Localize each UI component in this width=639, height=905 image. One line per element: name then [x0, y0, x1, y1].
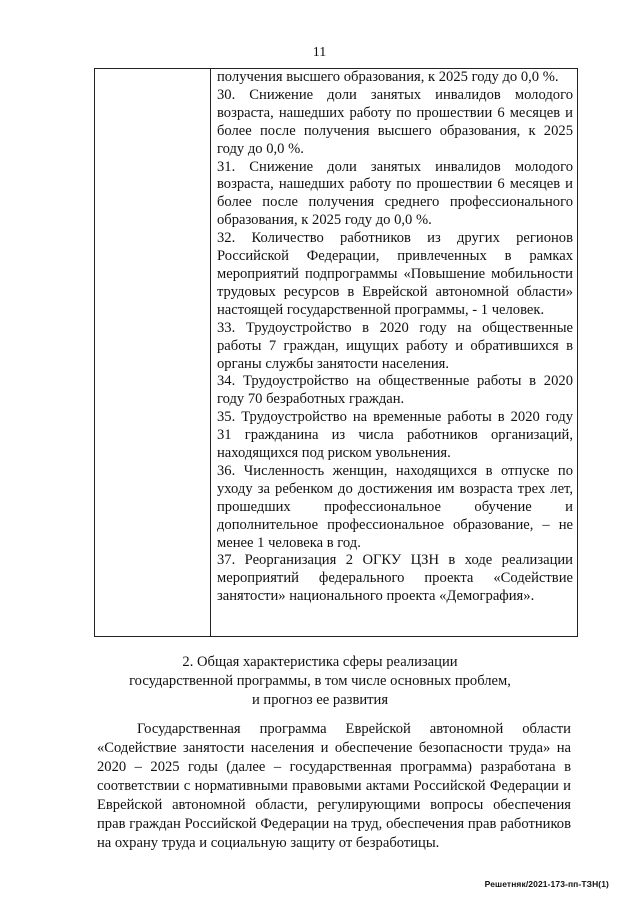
section-heading: [60, 653, 580, 710]
section-heading-line: государственной программы, в том числе основных проблем,: [129, 673, 511, 689]
table-left-column: [95, 69, 211, 636]
table-cell-text: 33. Трудоустройство в 2020 году на общественные работы 7 граждан, ищущих работу и обратившихся в органы службы занятости населения.: [217, 319, 573, 372]
table-cell-text: 31. Снижение доли занятых инвалидов молодого возраста, нашедших работу по прошествии 6 месяцев и более после получения среднего профессионального образования, к 2025 году до 0,0 %.: [217, 158, 573, 229]
table-cell-text: 36. Численность женщин, находящихся в отпуске по уходу за ребенком до достижения им возраста трех лет, прошедших профессиональное обучение и дополнительное профессиональное образование, – не менее 1 человека в год.: [217, 462, 573, 551]
table-cell-text: 37. Реорганизация 2 ОГКУ ЦЗН в ходе реализации мероприятий федерального проекта «Содействие занятости» национального проекта «Демография».: [217, 552, 573, 605]
table-cell-text: 35. Трудоустройство на временные работы в 2020 году 31 гражданина из числа работников организаций, находящихся под риском увольнения.: [217, 409, 573, 462]
indicators-table: [94, 68, 578, 637]
table-cell-text: получения высшего образования, к 2025 году до 0,0 %.: [217, 69, 559, 85]
section-heading-line: и прогноз ее развития: [251, 692, 389, 708]
section-heading-line: 2. Общая характеристика сферы реализации: [182, 654, 458, 670]
page-number: 11: [312, 45, 327, 60]
section-paragraph: Государственная программа Еврейской автономной области «Содействие занятости населения и обеспечение безопасности труда» на 2020 – 2025 годы (далее – государственная программа) разработана в соответствии с нормативными правовыми актами Российской Федерации и Еврейской автономной области, регулирующими вопросы обеспечения прав граждан Российской Федерации на труд, обеспечения прав работников на охрану труда и социальную защиту от безработицы.: [97, 721, 571, 851]
table-cell-text: 32. Количество работников из других регионов Российской Федерации, привлеченных в рамках мероприятий подпрограммы «Повышение мобильности трудовых ресурсов в Еврейской автономной области» настоящей государственной программы, - 1 человек.: [217, 230, 573, 318]
table-cell-text: 30. Снижение доли занятых инвалидов молодого возраста, нашедших работу по прошествии 6 месяцев и более после получения высшего образования, к 2025 году до 0,0 %.: [217, 86, 573, 157]
document-code: Решетняк/2021-173-пп-ТЗН(1): [484, 879, 609, 889]
table-right-column: [211, 69, 577, 636]
table-cell-text: 34. Трудоустройство на общественные работы в 2020 году 70 безработных граждан.: [217, 373, 573, 408]
